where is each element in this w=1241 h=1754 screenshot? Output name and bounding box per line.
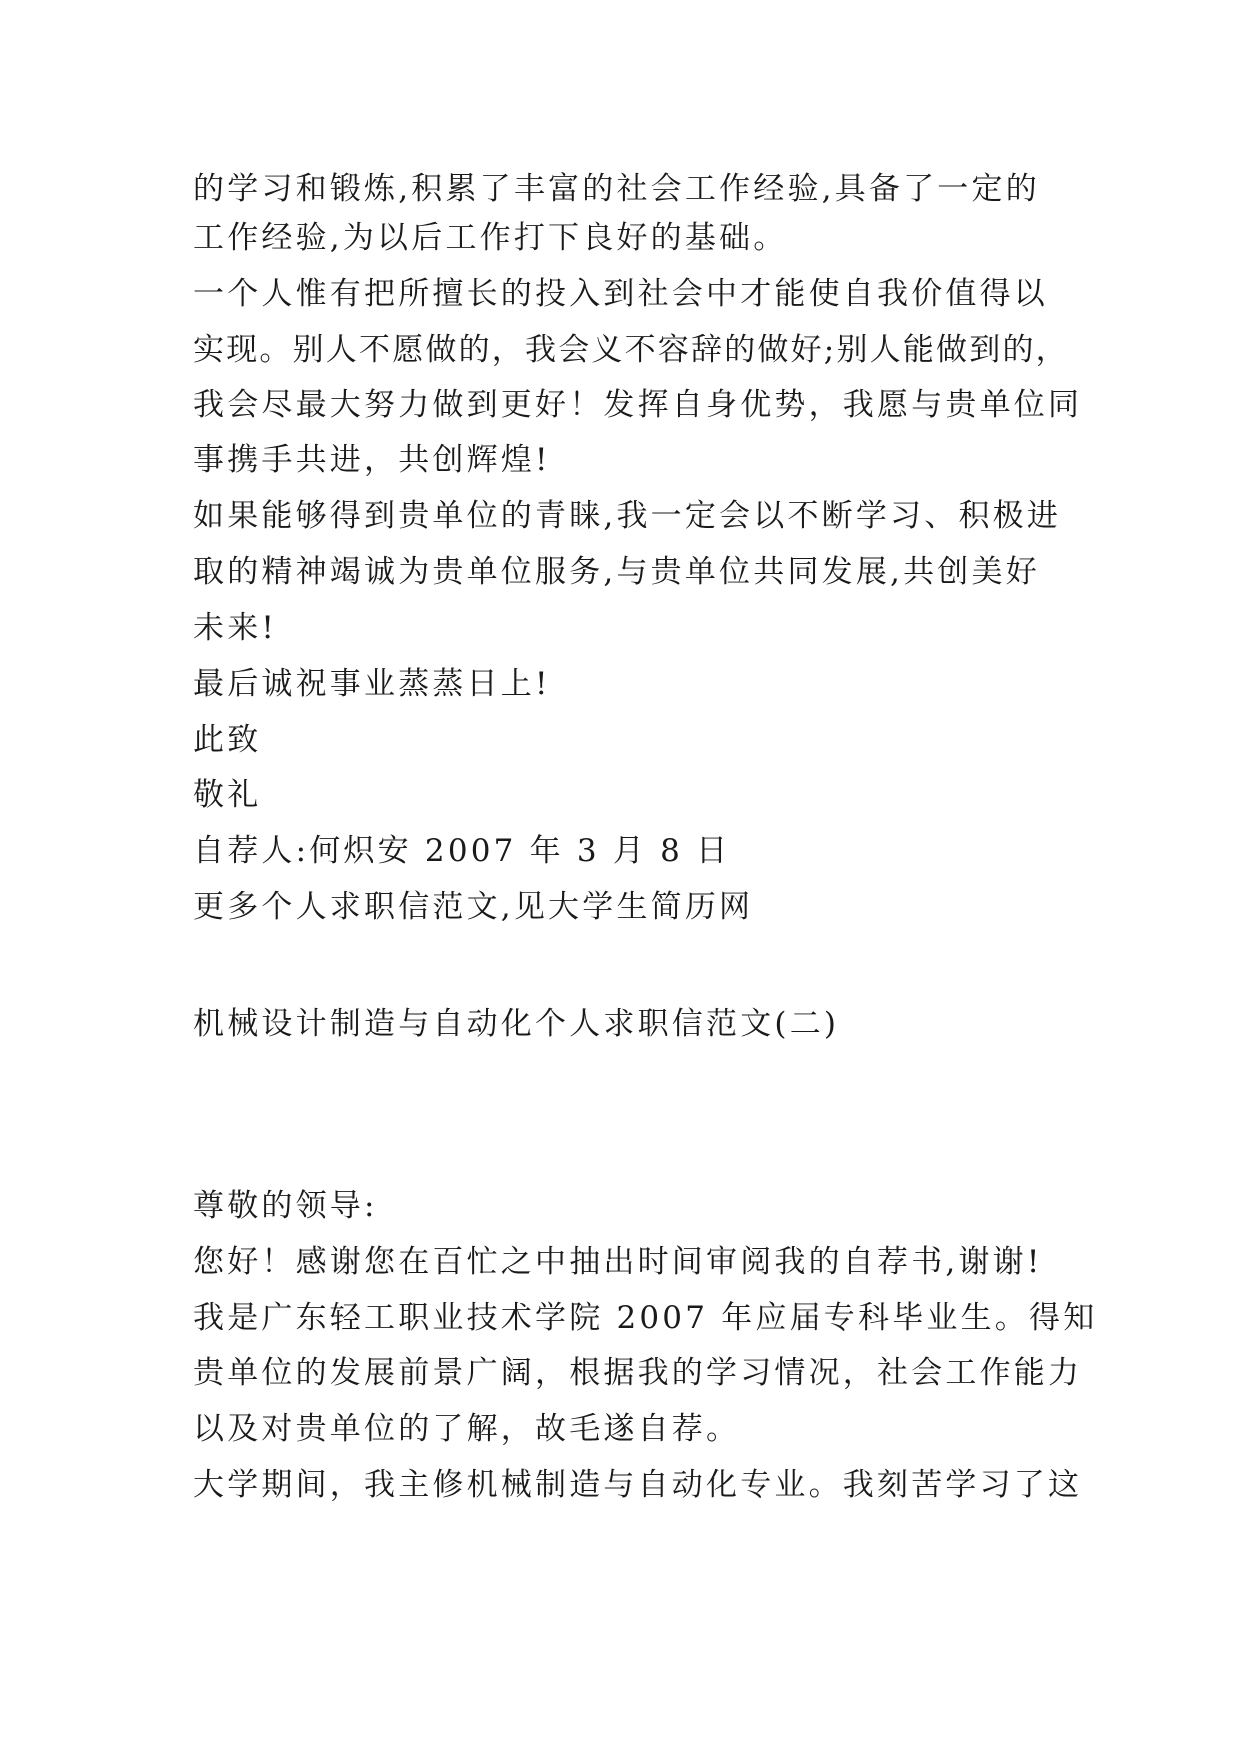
text-line: 取的精神竭诚为贵单位服务,与贵单位共同发展,共创美好 — [193, 554, 1040, 590]
text-line: 实现。别人不愿做的，我会义不容辞的做好;别人能做到的， — [193, 332, 1069, 368]
text-line: 的学习和锻炼,积累了丰富的社会工作经验,具备了一定的 — [193, 171, 1040, 207]
greeting: 尊敬的领导: — [193, 1188, 378, 1224]
text-line: 大学期间，我主修机械制造与自动化专业。我刻苦学习了这 — [193, 1467, 1083, 1503]
salutation-closing: 此致 — [193, 722, 262, 758]
text-line: 未来! — [193, 610, 278, 646]
section-title: 机械设计制造与自动化个人求职信范文(二) — [193, 1006, 840, 1042]
text-line: 事携手共进，共创辉煌! — [193, 442, 551, 478]
closing-wish: 最后诚祝事业蒸蒸日上! — [193, 666, 551, 702]
text-line: 如果能够得到贵单位的青睐,我一定会以不断学习、积极进 — [193, 498, 1062, 534]
reference-note: 更多个人求职信范文,见大学生简历网 — [193, 889, 754, 925]
text-line: 一个人惟有把所擅长的投入到社会中才能使自我价值得以 — [193, 276, 1048, 312]
salutation-respect: 敬礼 — [193, 777, 262, 813]
text-line: 我会尽最大努力做到更好！发挥自身优势，我愿与贵单位同 — [193, 387, 1083, 423]
text-line: 您好！感谢您在百忙之中抽出时间审阅我的自荐书,谢谢! — [193, 1244, 1043, 1280]
text-line: 贵单位的发展前景广阔，根据我的学习情况，社会工作能力 — [193, 1355, 1083, 1391]
signature-line: 自荐人:何炽安 2007 年 3 月 8 日 — [193, 833, 731, 869]
text-line: 我是广东轻工职业技术学院 2007 年应届专科毕业生。得知 — [193, 1300, 1098, 1336]
text-line: 以及对贵单位的了解，故毛遂自荐。 — [193, 1411, 741, 1447]
text-line: 工作经验,为以后工作打下良好的基础。 — [193, 220, 788, 256]
